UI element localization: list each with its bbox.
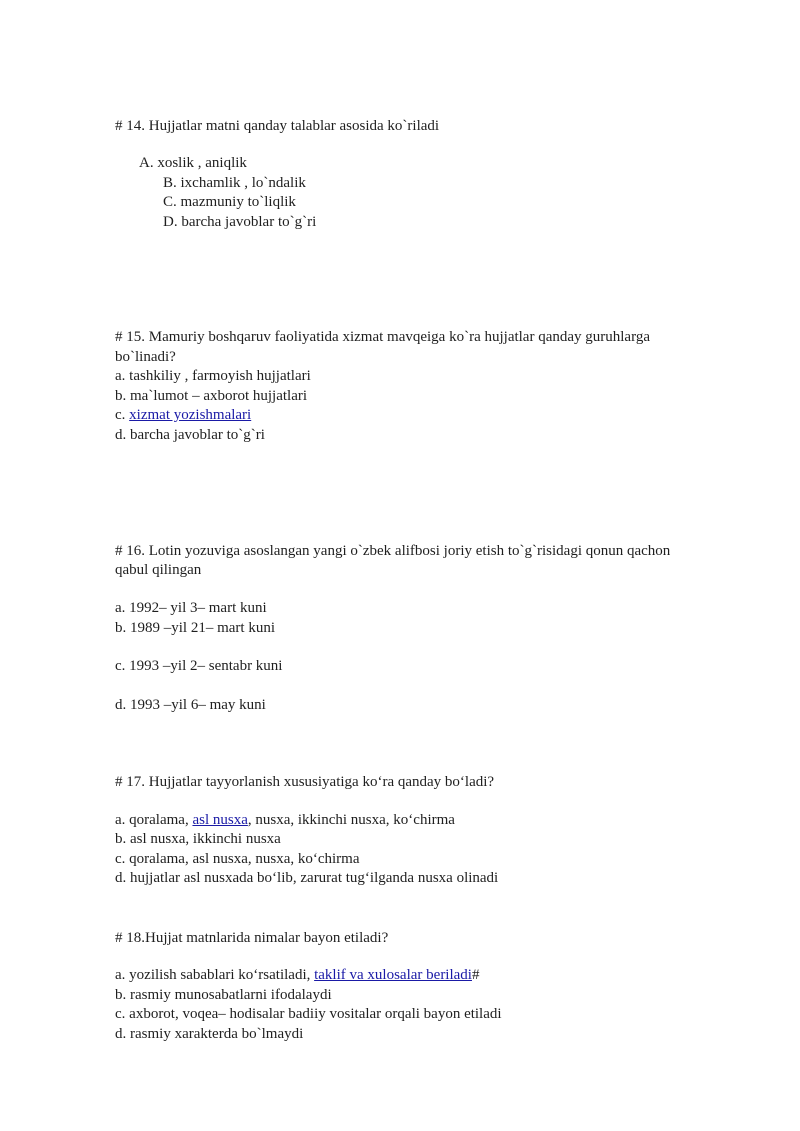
question-15-option-c <box>115 406 251 425</box>
question-15-option-d: d. barcha javoblar to`g`ri <box>115 427 265 443</box>
question-14-title: # 14. Hujjatlar matni qanday talablar asosida ko`riladi <box>115 118 440 134</box>
question-16-option-b: b. 1989 –yil 21– mart kuni <box>115 620 275 636</box>
question-15-title-line-1: # 15. Mamuriy boshqaruv faoliyatida xizmat mavqeiga ko`ra hujjatlar qanday guruhlarga <box>115 329 650 345</box>
question-16-title-line-2: qabul qilingan <box>115 562 202 578</box>
question-14-option-c: C. mazmuniy to`liqlik <box>163 194 296 210</box>
question-15-title-line-2: bo`linadi? <box>115 349 176 365</box>
question-16-option-d: d. 1993 –yil 6– may kuni <box>115 697 266 713</box>
question-17-option-a-prefix: a. qoralama, <box>115 812 193 828</box>
question-17-option-d: d. hujjatlar asl nusxada bo‘lib, zarurat tug‘ilganda nusxa olinadi <box>115 870 499 886</box>
question-17-option-a-suffix: , nusxa, ikkinchi nusxa, ko‘chirma <box>247 812 455 828</box>
question-14-option-d: D. barcha javoblar to`g`ri <box>163 214 317 230</box>
question-18-option-c: c. axborot, voqea– hodisalar badiiy vositalar orqali bayon etiladi <box>115 1006 502 1022</box>
question-15-option-c-prefix: c. <box>115 407 130 423</box>
question-15-option-b: b. ma`lumot – axborot hujjatlari <box>115 388 308 404</box>
question-17-title: # 17. Hujjatlar tayyorlanish xususiyatiga ko‘ra qanday bo‘ladi? <box>115 774 495 790</box>
question-18-option-b: b. rasmiy munosabatlarni ifodalaydi <box>115 987 332 1003</box>
question-16-title-line-1: # 16. Lotin yozuviga asoslangan yangi o`zbek alifbosi joriy etish to`g`risidagi qonun qachon <box>115 543 671 559</box>
asl-nusxa-link[interactable]: asl nusxa <box>192 812 248 828</box>
question-15-option-a: a. tashkiliy , farmoyish hujjatlari <box>115 368 311 384</box>
question-16-option-a: a. 1992– yil 3– mart kuni <box>115 600 267 616</box>
taklif-va-xulosalar-link[interactable]: taklif va xulosalar beriladi <box>314 967 472 983</box>
question-17-option-c: c. qoralama, asl nusxa, nusxa, ko‘chirma <box>115 851 360 867</box>
question-18-option-a <box>115 966 479 985</box>
question-18-option-a-suffix: # <box>471 967 480 983</box>
question-14-option-b: B. ixchamlik , lo`ndalik <box>163 175 306 191</box>
xizmat-yozishmalari-link[interactable]: xizmat yozishmalari <box>129 407 252 423</box>
question-17-option-a <box>115 811 455 830</box>
question-18-title: # 18.Hujjat matnlarida nimalar bayon etiladi? <box>115 930 389 946</box>
question-18-option-a-prefix: a. yozilish sabablari ko‘rsatiladi, <box>115 967 315 983</box>
question-17-option-b: b. asl nusxa, ikkinchi nusxa <box>115 831 281 847</box>
question-16-option-c: c. 1993 –yil 2– sentabr kuni <box>115 658 283 674</box>
question-18-option-d: d. rasmiy xarakterda bo`lmaydi <box>115 1026 304 1042</box>
question-14-option-a: A. xoslik , aniqlik <box>139 155 247 171</box>
